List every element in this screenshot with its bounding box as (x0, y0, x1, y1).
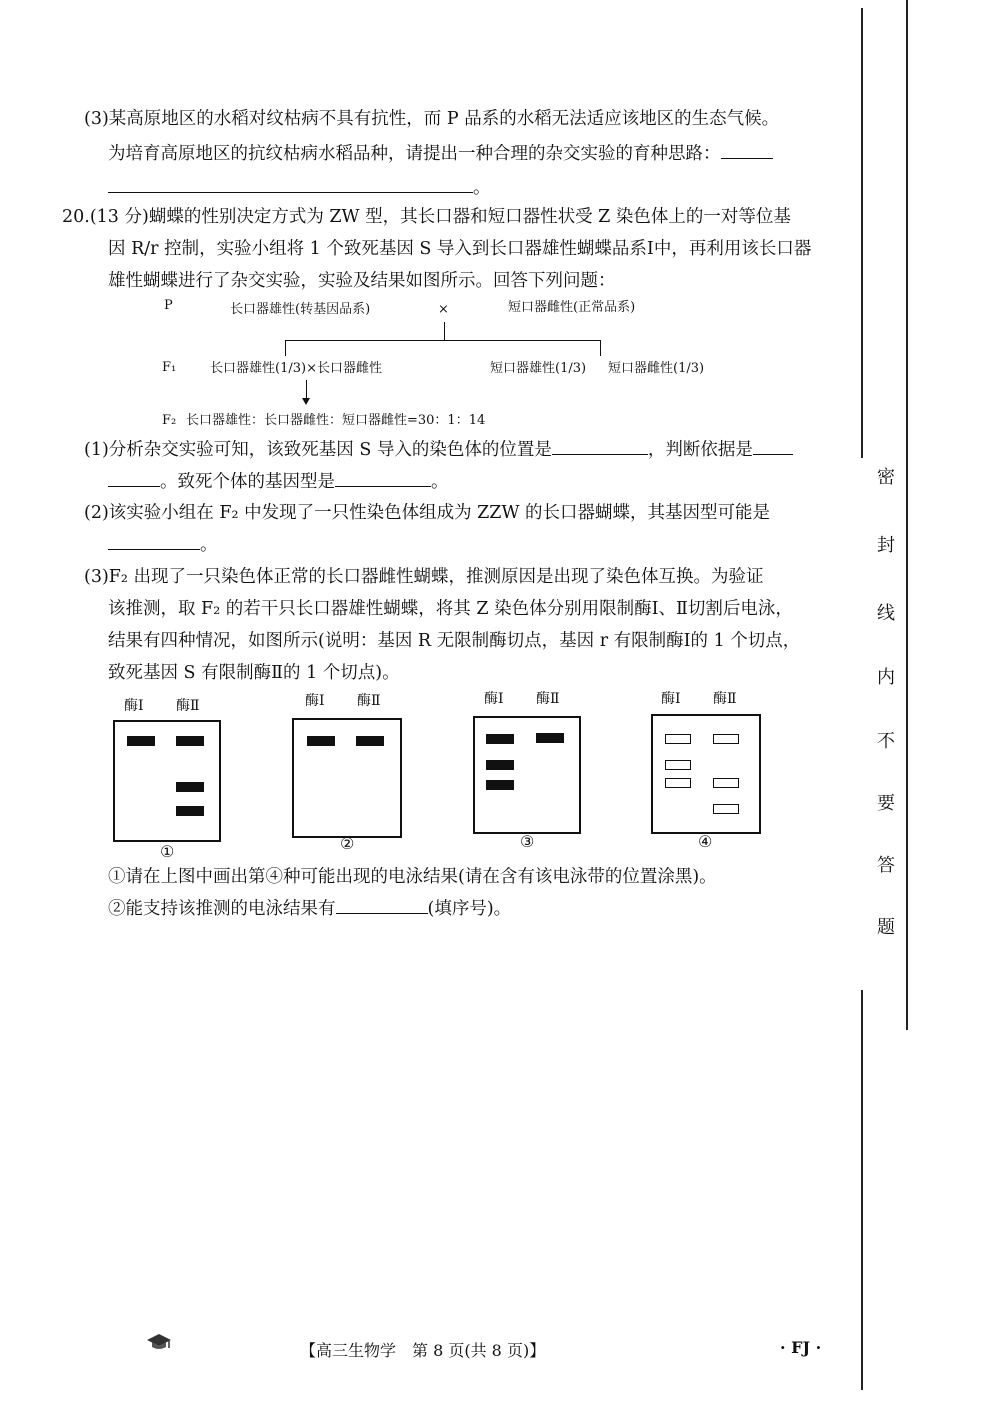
f2-generation-label: F₂ (162, 413, 177, 428)
seal-char: 内 (877, 667, 895, 688)
binding-line-bottom (861, 990, 863, 1390)
seal-char: 封 (877, 535, 895, 556)
q20-intro-line2: 因 R/r 控制，实验小组将 1 个致死基因 S 导入到长口器雄性蝴蝶品系Ⅰ中，再利用该长口器 (108, 239, 812, 259)
answer-blank[interactable] (335, 472, 431, 487)
q20-intro-line1: 20.(13 分)蝴蝶的性别决定方式为 ZW 型，其长口器和短口器性状受 Z 染色体上的一对等位基 (62, 207, 791, 227)
gel2-enzyme2-label: 酶Ⅱ (357, 693, 381, 709)
gel1-band (176, 782, 204, 792)
gel4-band-slot[interactable] (713, 778, 739, 788)
q20-sub3-line2: 该推测，取 F₂ 的若干只长口器雄性蝴蝶，将其 Z 染色体分别用限制酶Ⅰ、Ⅱ切割后电泳， (108, 599, 793, 619)
gel3-band (536, 733, 564, 743)
gel1-number: ① (160, 842, 175, 861)
seal-char: 不 (877, 731, 895, 752)
f1-right: 短口器雌性(1/3) (608, 361, 705, 376)
p-generation-label: P (164, 298, 173, 313)
gel2-number: ② (340, 834, 355, 853)
q20-sub3-q2 (108, 898, 511, 920)
gel2-enzyme1-label: 酶Ⅰ (305, 693, 325, 709)
gel1-band (176, 736, 204, 746)
f1-mid: 短口器雄性(1/3) (490, 361, 587, 376)
seal-char: 密 (877, 467, 895, 488)
gel4-enzyme1-label: 酶Ⅰ (661, 691, 681, 707)
f1-generation-label: F₁ (162, 360, 177, 375)
sub3-q2-text: ②能支持该推测的电泳结果有 (108, 899, 336, 919)
gel3-band (486, 780, 514, 790)
gel4-band-slot[interactable] (665, 760, 691, 770)
q20-sub3-line4: 致死基因 S 有限制酶Ⅱ的 1 个切点)。 (108, 663, 400, 683)
gel3-band (486, 734, 514, 744)
seal-char: 线 (877, 603, 895, 624)
q19-p3-line2 (108, 143, 773, 165)
graduation-cap-icon (146, 1332, 172, 1356)
cross-sign: × (438, 302, 449, 317)
gel4-band-slot[interactable] (713, 804, 739, 814)
q20-sub2-line1: (2)该实验小组在 F₂ 中发现了一只性染色体组成为 ZZW 的长口器蝴蝶，其基因型可能是 (84, 503, 771, 523)
cross-left-drop (285, 340, 286, 356)
f1-left: 长口器雄性(1/3)×长口器雌性 (210, 361, 382, 376)
gel2-band (307, 736, 335, 746)
q20-sub3-line3: 结果有四种情况，如图所示(说明：基因 R 无限制酶切点，基因 r 有限制酶Ⅰ的 1 个切点， (108, 631, 801, 651)
q20-sub3-q1: ①请在上图中画出第④种可能出现的电泳结果(请在含有该电泳带的位置涂黑)。 (108, 867, 717, 887)
answer-blank[interactable] (753, 440, 793, 455)
period: 。 (473, 178, 491, 198)
period: 。 (200, 535, 218, 555)
q20-sub2-line2 (108, 534, 218, 556)
gel3-enzyme2-label: 酶Ⅱ (536, 691, 560, 707)
period: 。 (431, 472, 449, 492)
q20-sub3-line1: (3)F₂ 出现了一只染色体正常的长口器雌性蝴蝶，推测原因是出现了染色体互换。为验证 (84, 567, 764, 587)
gel4-enzyme2-label: 酶Ⅱ (713, 691, 737, 707)
arrow-head-icon (302, 398, 310, 405)
cross-vertical-line (444, 322, 445, 340)
q20-intro-line3: 雄性蝴蝶进行了杂交实验，实验及结果如图所示。回答下列问题： (108, 271, 616, 291)
gel3-band (486, 760, 514, 770)
p-male: 长口器雄性(转基因品系) (230, 302, 371, 317)
gel4-number: ④ (698, 832, 713, 851)
cross-horizontal-line (285, 340, 601, 341)
gel1-band (127, 736, 155, 746)
answer-blank[interactable] (108, 535, 200, 550)
q20-sub1-line1 (84, 439, 793, 461)
p-female: 短口器雌性(正常品系) (508, 300, 636, 315)
gel1-band (176, 806, 204, 816)
q19-p3-line1: (3)某高原地区的水稻对纹枯病不具有抗性，而 P 品系的水稻无法适应该地区的生态气候。 (84, 109, 780, 129)
q20-sub1-line2 (108, 471, 449, 493)
page-info: 【高三生物学 第 8 页(共 8 页)】 (300, 1341, 546, 1360)
sub1-text-a: (1)分析杂交实验可知，该致死基因 S 导入的染色体的位置是 (84, 440, 552, 460)
seal-char: 要 (877, 793, 895, 814)
q19-p3-line3 (108, 177, 491, 199)
gel1-enzyme2-label: 酶Ⅱ (176, 698, 200, 714)
q19-p3-line2-text: 为培育高原地区的抗纹枯病水稻品种，请提出一种合理的杂交实验的育种思路： (108, 144, 721, 164)
sub3-q2-end: (填序号)。 (427, 899, 512, 919)
gel3-number: ③ (520, 832, 535, 851)
gel4-band-slot[interactable] (665, 734, 691, 744)
answer-blank[interactable] (552, 440, 648, 455)
gel3-enzyme1-label: 酶Ⅰ (484, 691, 504, 707)
gel4-frame (651, 714, 761, 834)
gel1-enzyme1-label: 酶Ⅰ (124, 698, 144, 714)
seal-char: 题 (877, 917, 895, 938)
sub1-text-c: 。致死个体的基因型是 (160, 472, 335, 492)
f2-result: 长口器雄性：长口器雌性：短口器雌性=30：1：14 (186, 413, 486, 428)
answer-blank[interactable] (108, 472, 160, 487)
region-code: · FJ · (780, 1338, 822, 1357)
sub1-text-b: ，判断依据是 (647, 440, 753, 460)
answer-blank[interactable] (721, 144, 773, 159)
gel2-band (356, 736, 384, 746)
gel4-band-slot[interactable] (713, 734, 739, 744)
answer-blank[interactable] (336, 899, 428, 914)
binding-line-right (906, 0, 908, 1030)
gel4-band-slot[interactable] (665, 778, 691, 788)
seal-char: 答 (877, 855, 895, 876)
cross-right-drop (600, 340, 601, 356)
binding-line-top (861, 8, 863, 458)
answer-blank[interactable] (108, 178, 473, 193)
